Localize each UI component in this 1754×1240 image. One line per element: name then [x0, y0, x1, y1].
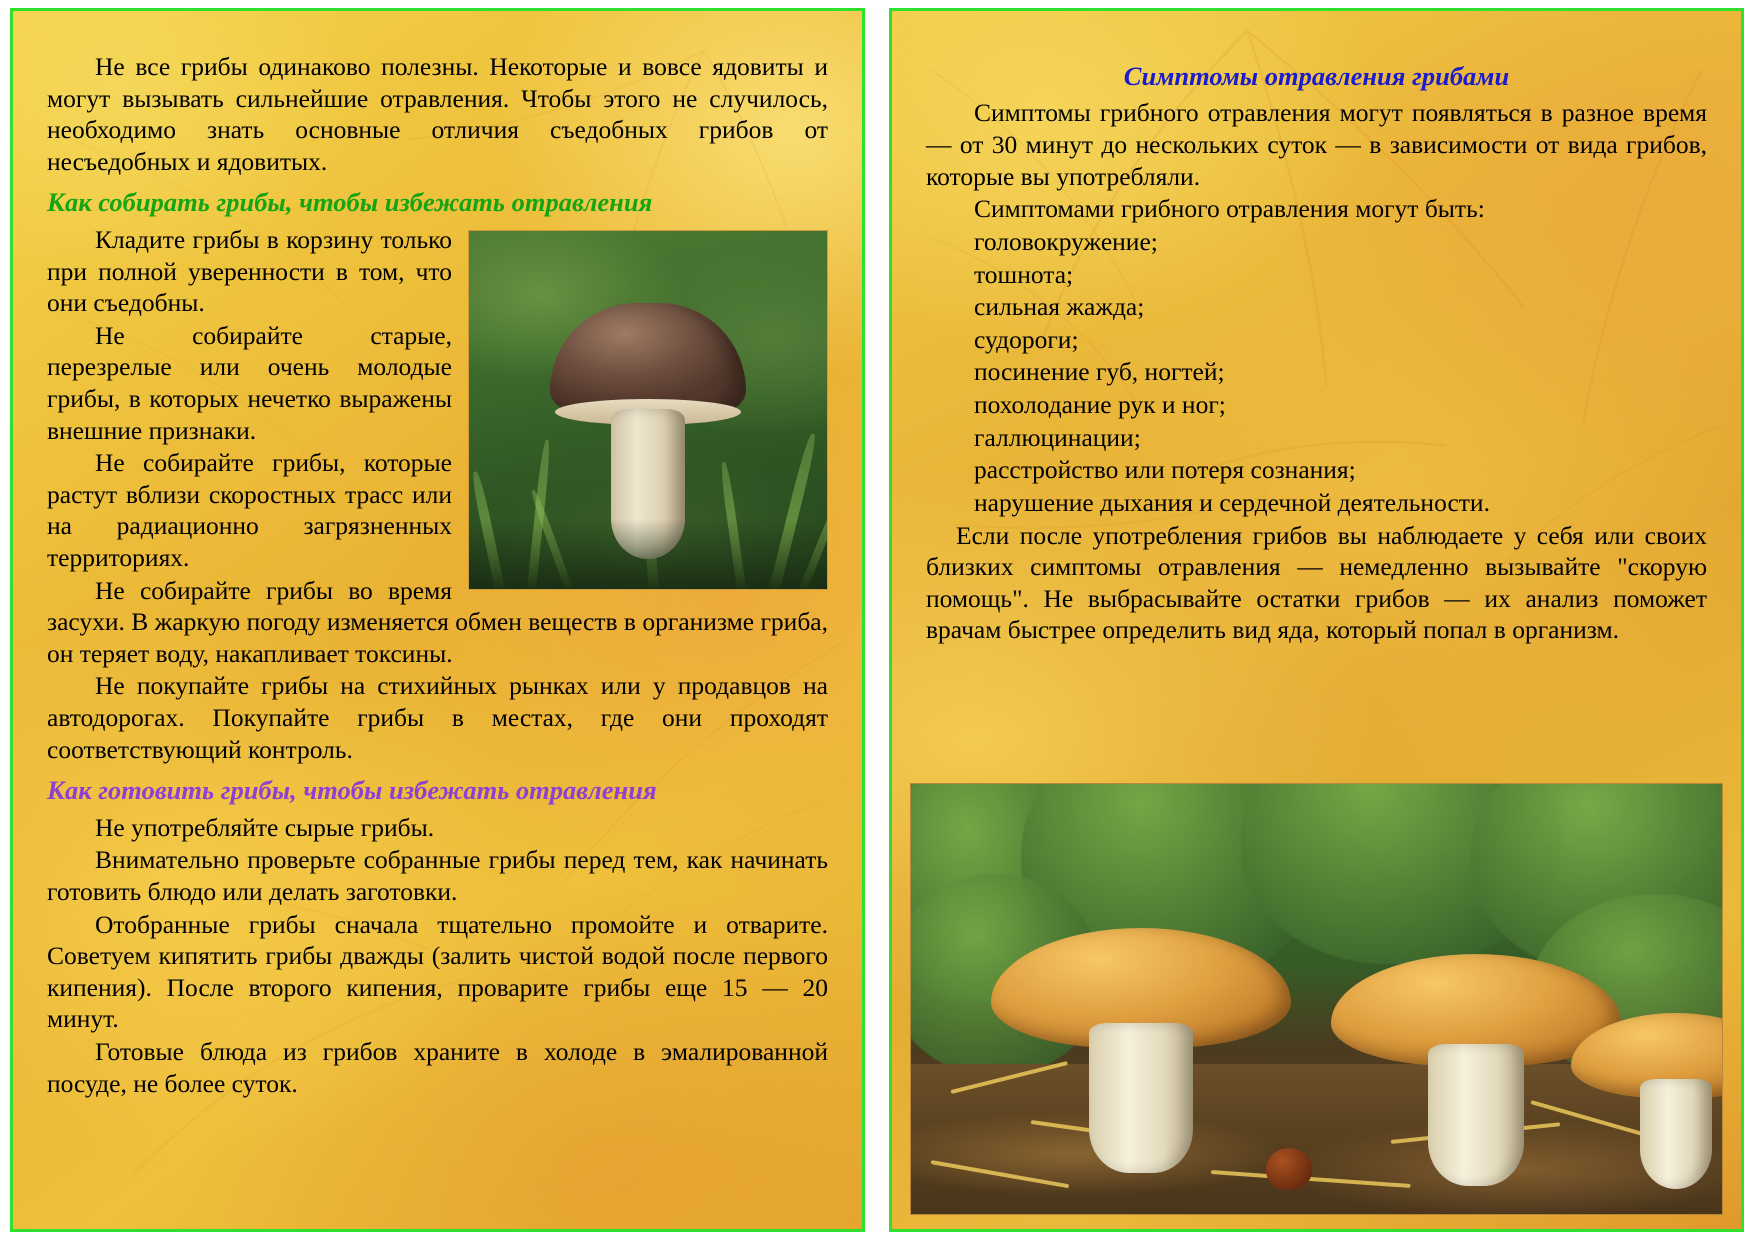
- symptom-item: расстройство или потеря сознания;: [974, 455, 1356, 485]
- symptom-item: головокружение;: [974, 226, 1158, 256]
- symptoms-closing: Если после употребления грибов вы наблюдаете у себя или своих близких симптомы отравления — немедленно вызывайте "скорую помощь". Не выбрасывайте остатки грибов — их анализ поможет врачам быстрее определить вид яда, который попал в организм.: [926, 520, 1707, 645]
- heading-poisoning-symptoms: Симптомы отравления грибами: [1123, 61, 1510, 91]
- symptom-item: сильная жажда;: [974, 292, 1145, 322]
- collect-paragraph-1: Кладите грибы в корзину только при полной уверенности в том, что они съедобны.: [47, 224, 452, 318]
- right-content: [892, 11, 1741, 1229]
- intro-paragraph: Не все грибы одинаково полезны. Некоторые и вовсе ядовиты и могут вызывать сильнейшие отравления. Чтобы этого не случилось, необходимо знать основные отличия съедобных грибов от несъедобных и ядовитых.: [47, 52, 828, 176]
- symptoms-list: [926, 226, 1707, 520]
- cook-paragraph-3: Отобранные грибы сначала тщательно промойте и отварите. Советуем кипятить грибы дважды (залить чистой водой после первого кипения). После второго кипения, проварите грибы еще 15 — 20 минут.: [47, 909, 828, 1034]
- symptom-item: похолодание рук и ног;: [974, 390, 1226, 420]
- mushroom-photo-single: [468, 230, 828, 590]
- symptom-item: посинение губ, ногтей;: [974, 357, 1225, 387]
- collect-paragraph-2: Не собирайте старые, перезрелые или очень молодые грибы, в которых нечетко выражены внешние признаки.: [47, 320, 452, 445]
- left-content: [13, 11, 862, 1229]
- collect-paragraph-3: Не собирайте грибы, которые растут вблизи скоростных трасс или на радиационно загрязненных территориях.: [47, 448, 452, 572]
- symptoms-intro: Симптомы грибного отравления могут появляться в разное время — от 30 минут до нескольких суток — в зависимости от вида грибов, которые вы употребляли.: [926, 98, 1707, 191]
- left-panel: [10, 8, 865, 1232]
- collect-paragraph-4: Не собирайте грибы во время засухи. В жаркую погоду изменяется обмен веществ в организме гриба, он теряет воду, накапливает токсины.: [47, 575, 828, 668]
- symptom-item: тошнота;: [974, 259, 1074, 289]
- symptom-item: галлюцинации;: [974, 422, 1141, 452]
- heading-how-to-cook: Как готовить грибы, чтобы избежать отравления: [47, 775, 657, 806]
- right-panel: [889, 8, 1744, 1232]
- symptom-item: судороги;: [974, 324, 1079, 354]
- collect-paragraph-5: Не покупайте грибы на стихийных рынках или у продавцов на автодорогах. Покупайте грибы в местах, где они проходят соответствующий контроль.: [47, 671, 828, 764]
- symptom-item: нарушение дыхания и сердечной деятельности.: [974, 487, 1490, 517]
- cook-paragraph-4: Готовые блюда из грибов храните в холоде в эмалированной посуде, не более суток.: [47, 1037, 828, 1098]
- cook-paragraph-1: Не употребляйте сырые грибы.: [95, 812, 435, 842]
- symptoms-list-lead: Симптомами грибного отравления могут быть:: [974, 194, 1485, 224]
- cook-paragraph-2: Внимательно проверьте собранные грибы перед тем, как начинать готовить блюдо или делать заготовки.: [47, 845, 828, 906]
- heading-how-to-collect: Как собирать грибы, чтобы избежать отравления: [47, 187, 653, 218]
